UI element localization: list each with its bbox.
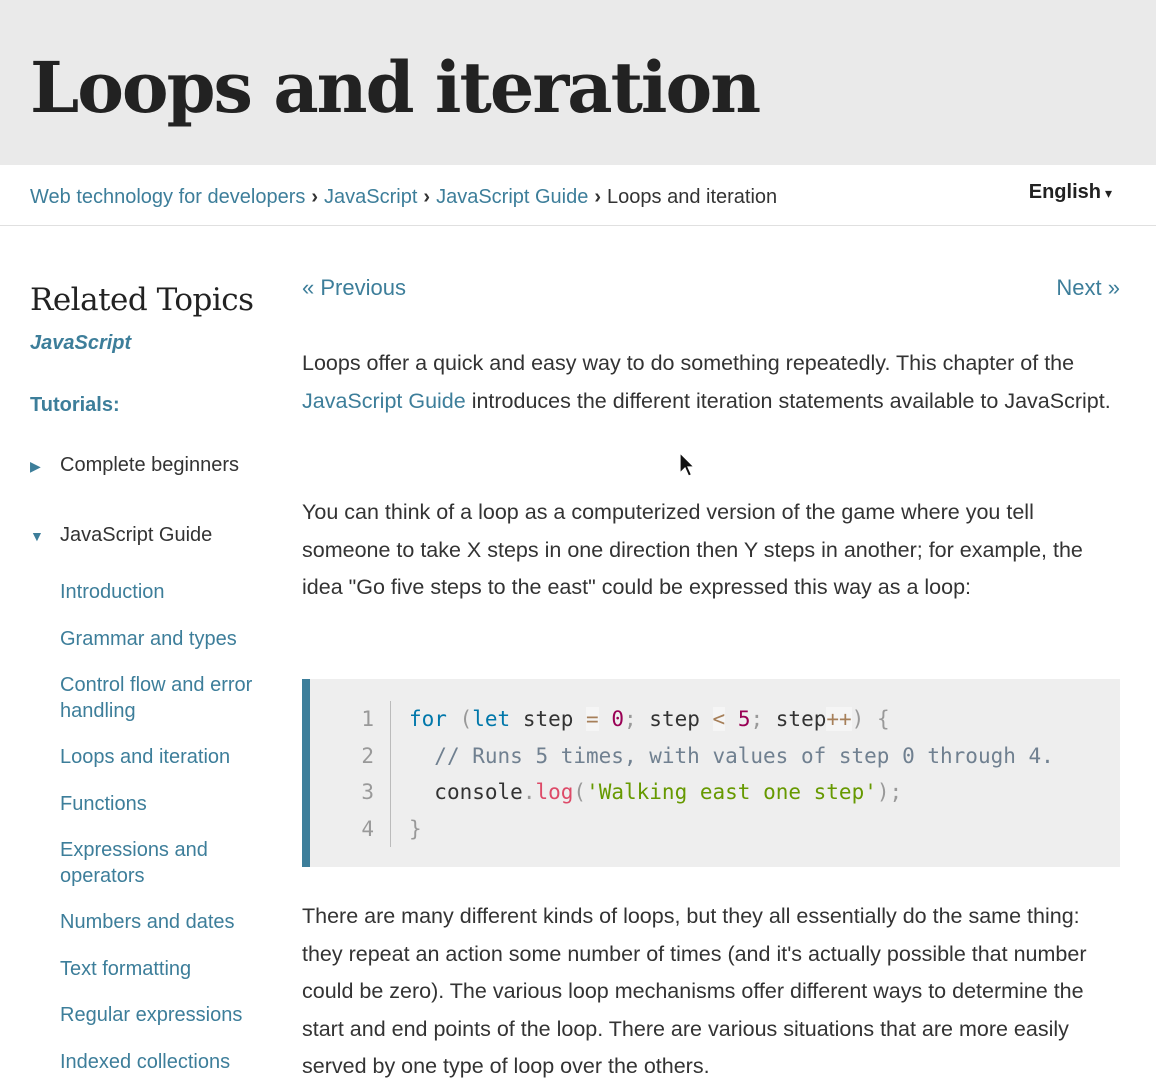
code-token: = (586, 707, 599, 731)
sidebar-group-label: JavaScript Guide (60, 524, 213, 546)
code-line (348, 701, 1054, 738)
code-token (725, 707, 738, 731)
loop-explanation-paragraph: You can think of a loop as a computerized version of the game where you tell someone to take X steps in one direction then Y steps in another; for example, the idea "Go five steps to the east" could be expressed this way as a loop: (302, 500, 1083, 599)
code-token: let (472, 707, 511, 731)
code-token (599, 707, 612, 731)
language-label: English (1028, 181, 1101, 203)
code-token: ; (624, 707, 637, 731)
sidebar-item-control-flow[interactable]: Control flow and error handling (60, 674, 253, 722)
breadcrumb (30, 184, 777, 210)
breadcrumb-bar (0, 165, 1156, 226)
breadcrumb-current: Loops and iteration (607, 186, 778, 208)
mouse-cursor-icon (678, 452, 696, 478)
breadcrumb-separator: › (423, 186, 431, 208)
code-token: 0 (611, 707, 624, 731)
code-token: ); (876, 780, 903, 804)
code-example (302, 679, 1120, 867)
loop-kinds-paragraph: There are many different kinds of loops, but they all essentially do the same thing: they repeat an action some number of times (and it's actually possible that number could be zero). The various loop mechanisms offer different ways to determine the start and end points of the loop. There are various situations that are more easily served by one type of loop over the others. (302, 904, 1087, 1078)
code-token: ( (573, 780, 587, 804)
breadcrumb-js-guide-link[interactable]: JavaScript Guide (436, 186, 589, 208)
intro-paragraph (302, 345, 1122, 420)
code-token: log (535, 780, 574, 804)
intro-text: Loops offer a quick and easy way to do something repeatedly. This chapter of the (302, 351, 1075, 375)
language-selector[interactable] (1029, 181, 1112, 204)
triangle-right-icon: ▶ (30, 458, 41, 474)
line-number: 4 (348, 811, 391, 848)
breadcrumb-separator: › (594, 186, 602, 208)
code-token: 'Walking east one step' (586, 780, 877, 804)
code-token (409, 744, 434, 768)
line-number: 2 (348, 738, 391, 775)
code-token: . (522, 780, 536, 804)
sidebar-title: Related Topics (30, 282, 254, 318)
code-token: 5 (737, 707, 751, 731)
code-line (348, 738, 1054, 775)
breadcrumb-separator: › (311, 186, 319, 208)
sidebar-item-grammar-and-types[interactable]: Grammar and types (60, 628, 237, 650)
code-token: ) (851, 707, 865, 731)
sidebar-item-introduction[interactable]: Introduction (60, 581, 165, 603)
code-line (348, 811, 1054, 848)
sidebar (30, 280, 280, 1073)
line-number: 1 (348, 701, 391, 738)
line-number: 3 (348, 774, 391, 811)
code-lines (348, 701, 1054, 847)
breadcrumb-javascript-link[interactable]: JavaScript (324, 186, 418, 208)
javascript-guide-link[interactable]: JavaScript Guide (302, 388, 466, 413)
page-title: Loops and iteration (30, 46, 760, 129)
title-bar (0, 0, 1156, 165)
code-token: step (636, 707, 713, 731)
sidebar-tutorials-label: Tutorials: (30, 394, 120, 416)
code-line (348, 774, 1054, 811)
code-token: step (763, 707, 827, 731)
code-token: ; (750, 707, 764, 731)
sidebar-group-javascript-guide[interactable] (30, 524, 212, 547)
code-token: < (712, 707, 726, 731)
triangle-down-icon: ▼ (30, 528, 44, 544)
code-token: ++ (826, 707, 852, 731)
sidebar-item-functions[interactable]: Functions (60, 793, 147, 815)
code-token: ( (446, 707, 473, 731)
sidebar-item-indexed-collections[interactable]: Indexed collections (60, 1051, 231, 1073)
sidebar-item-loops-and-iteration[interactable]: Loops and iteration (60, 746, 231, 768)
sidebar-javascript-link[interactable]: JavaScript (30, 332, 132, 354)
code-token: console (434, 780, 523, 804)
code-token: // Runs 5 times, with values of step 0 through 4. (434, 743, 1054, 768)
code-token (409, 780, 434, 804)
sidebar-item-numbers-and-dates[interactable]: Numbers and dates (60, 911, 235, 933)
sidebar-group-label: Complete beginners (60, 454, 239, 476)
sidebar-item-text-formatting[interactable]: Text formatting (60, 958, 192, 980)
previous-link[interactable]: « Previous (302, 275, 406, 300)
sidebar-item-expressions-and-operators[interactable]: Expressions and operators (60, 839, 208, 887)
sidebar-item-regular-expressions[interactable]: Regular expressions (60, 1004, 243, 1026)
breadcrumb-web-tech-link[interactable]: Web technology for developers (30, 186, 306, 208)
code-token: step (510, 707, 587, 731)
caret-down-icon: ▾ (1104, 185, 1112, 201)
sidebar-group-complete-beginners[interactable] (30, 454, 239, 477)
code-token: } (409, 816, 422, 841)
code-token: for (409, 707, 447, 731)
code-token: { (864, 707, 890, 731)
next-link[interactable]: Next » (1056, 275, 1120, 300)
intro-text: introduces the different iteration statements available to JavaScript. (465, 388, 1111, 413)
